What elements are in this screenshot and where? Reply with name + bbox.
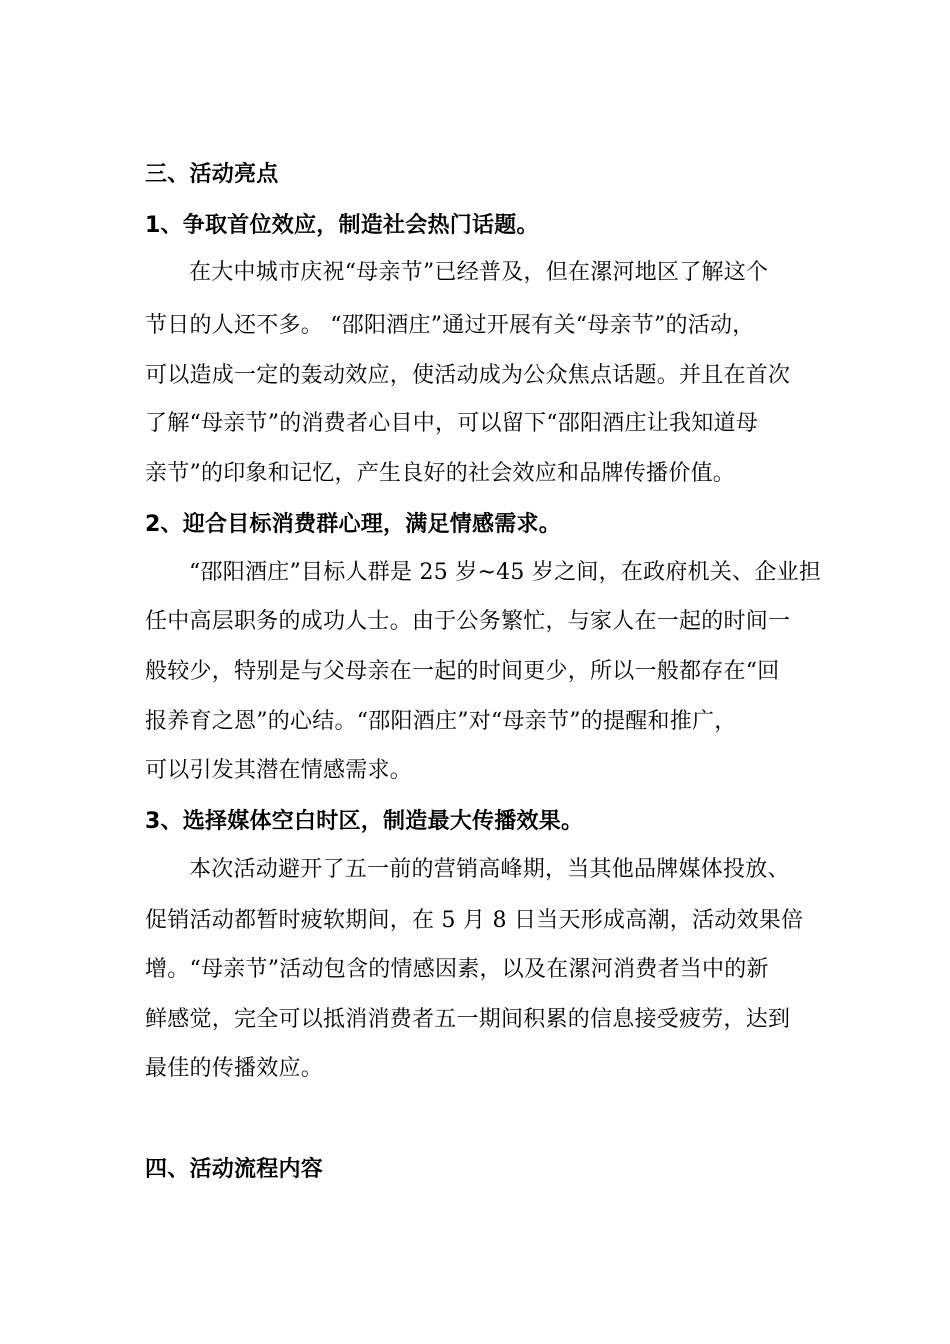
point-2-line-1: “邵阳酒庄”目标人群是 25 岁~45 岁之间，在政府机关、企业担 <box>189 560 822 585</box>
point-2-line-4: 报养育之恩”的心结。“邵阳酒庄”对“母亲节”的提醒和推广， <box>145 709 737 734</box>
section-heading-process: 四、活动流程内容 <box>145 1157 324 1182</box>
point-2-title: 2、迎合目标消费群心理，满足情感需求。 <box>145 512 562 537</box>
point-1-line-5: 亲节”的印象和记忆，产生良好的社会效应和品牌传播价值。 <box>145 461 735 486</box>
point-2-line-3: 般较少，特别是与父母亲在一起的时间更少，所以一般都存在“回 <box>145 659 780 684</box>
point-1-title: 1、争取首位效应，制造社会热门话题。 <box>145 213 539 238</box>
point-2-line-5: 可以引发其潜在情感需求。 <box>145 758 413 783</box>
point-1-line-3: 可以造成一定的轰动效应，使活动成为公众焦点话题。并且在首次 <box>145 363 791 388</box>
point-3-line-2: 促销活动都暂时疲软期间，在 5 月 8 日当天形成高潮，活动效果倍 <box>145 908 804 933</box>
point-1-line-2: 节日的人还不多。 “邵阳酒庄”通过开展有关“母亲节”的活动， <box>145 313 755 338</box>
point-3-line-4: 鲜感觉，完全可以抵消消费者五一期间积累的信息接受疲劳，达到 <box>145 1007 791 1032</box>
point-2-line-2: 任中高层职务的成功人士。由于公务繁忙，与家人在一起的时间一 <box>145 609 791 634</box>
point-1-line-1: 在大中城市庆祝“母亲节”已经普及，但在漯河地区了解这个 <box>189 260 769 285</box>
point-3-title: 3、选择媒体空白时区，制造最大传播效果。 <box>145 809 584 834</box>
section-heading-highlights: 三、活动亮点 <box>145 162 279 187</box>
point-3-line-5: 最佳的传播效应。 <box>145 1056 324 1081</box>
point-1-line-4: 了解“母亲节”的消费者心目中，可以留下“邵阳酒庄让我知道母 <box>145 411 758 436</box>
point-3-line-3: 增。“母亲节”活动包含的情感因素，以及在漯河消费者当中的新 <box>145 957 769 982</box>
point-3-line-1: 本次活动避开了五一前的营销高峰期，当其他品牌媒体投放、 <box>189 857 790 882</box>
